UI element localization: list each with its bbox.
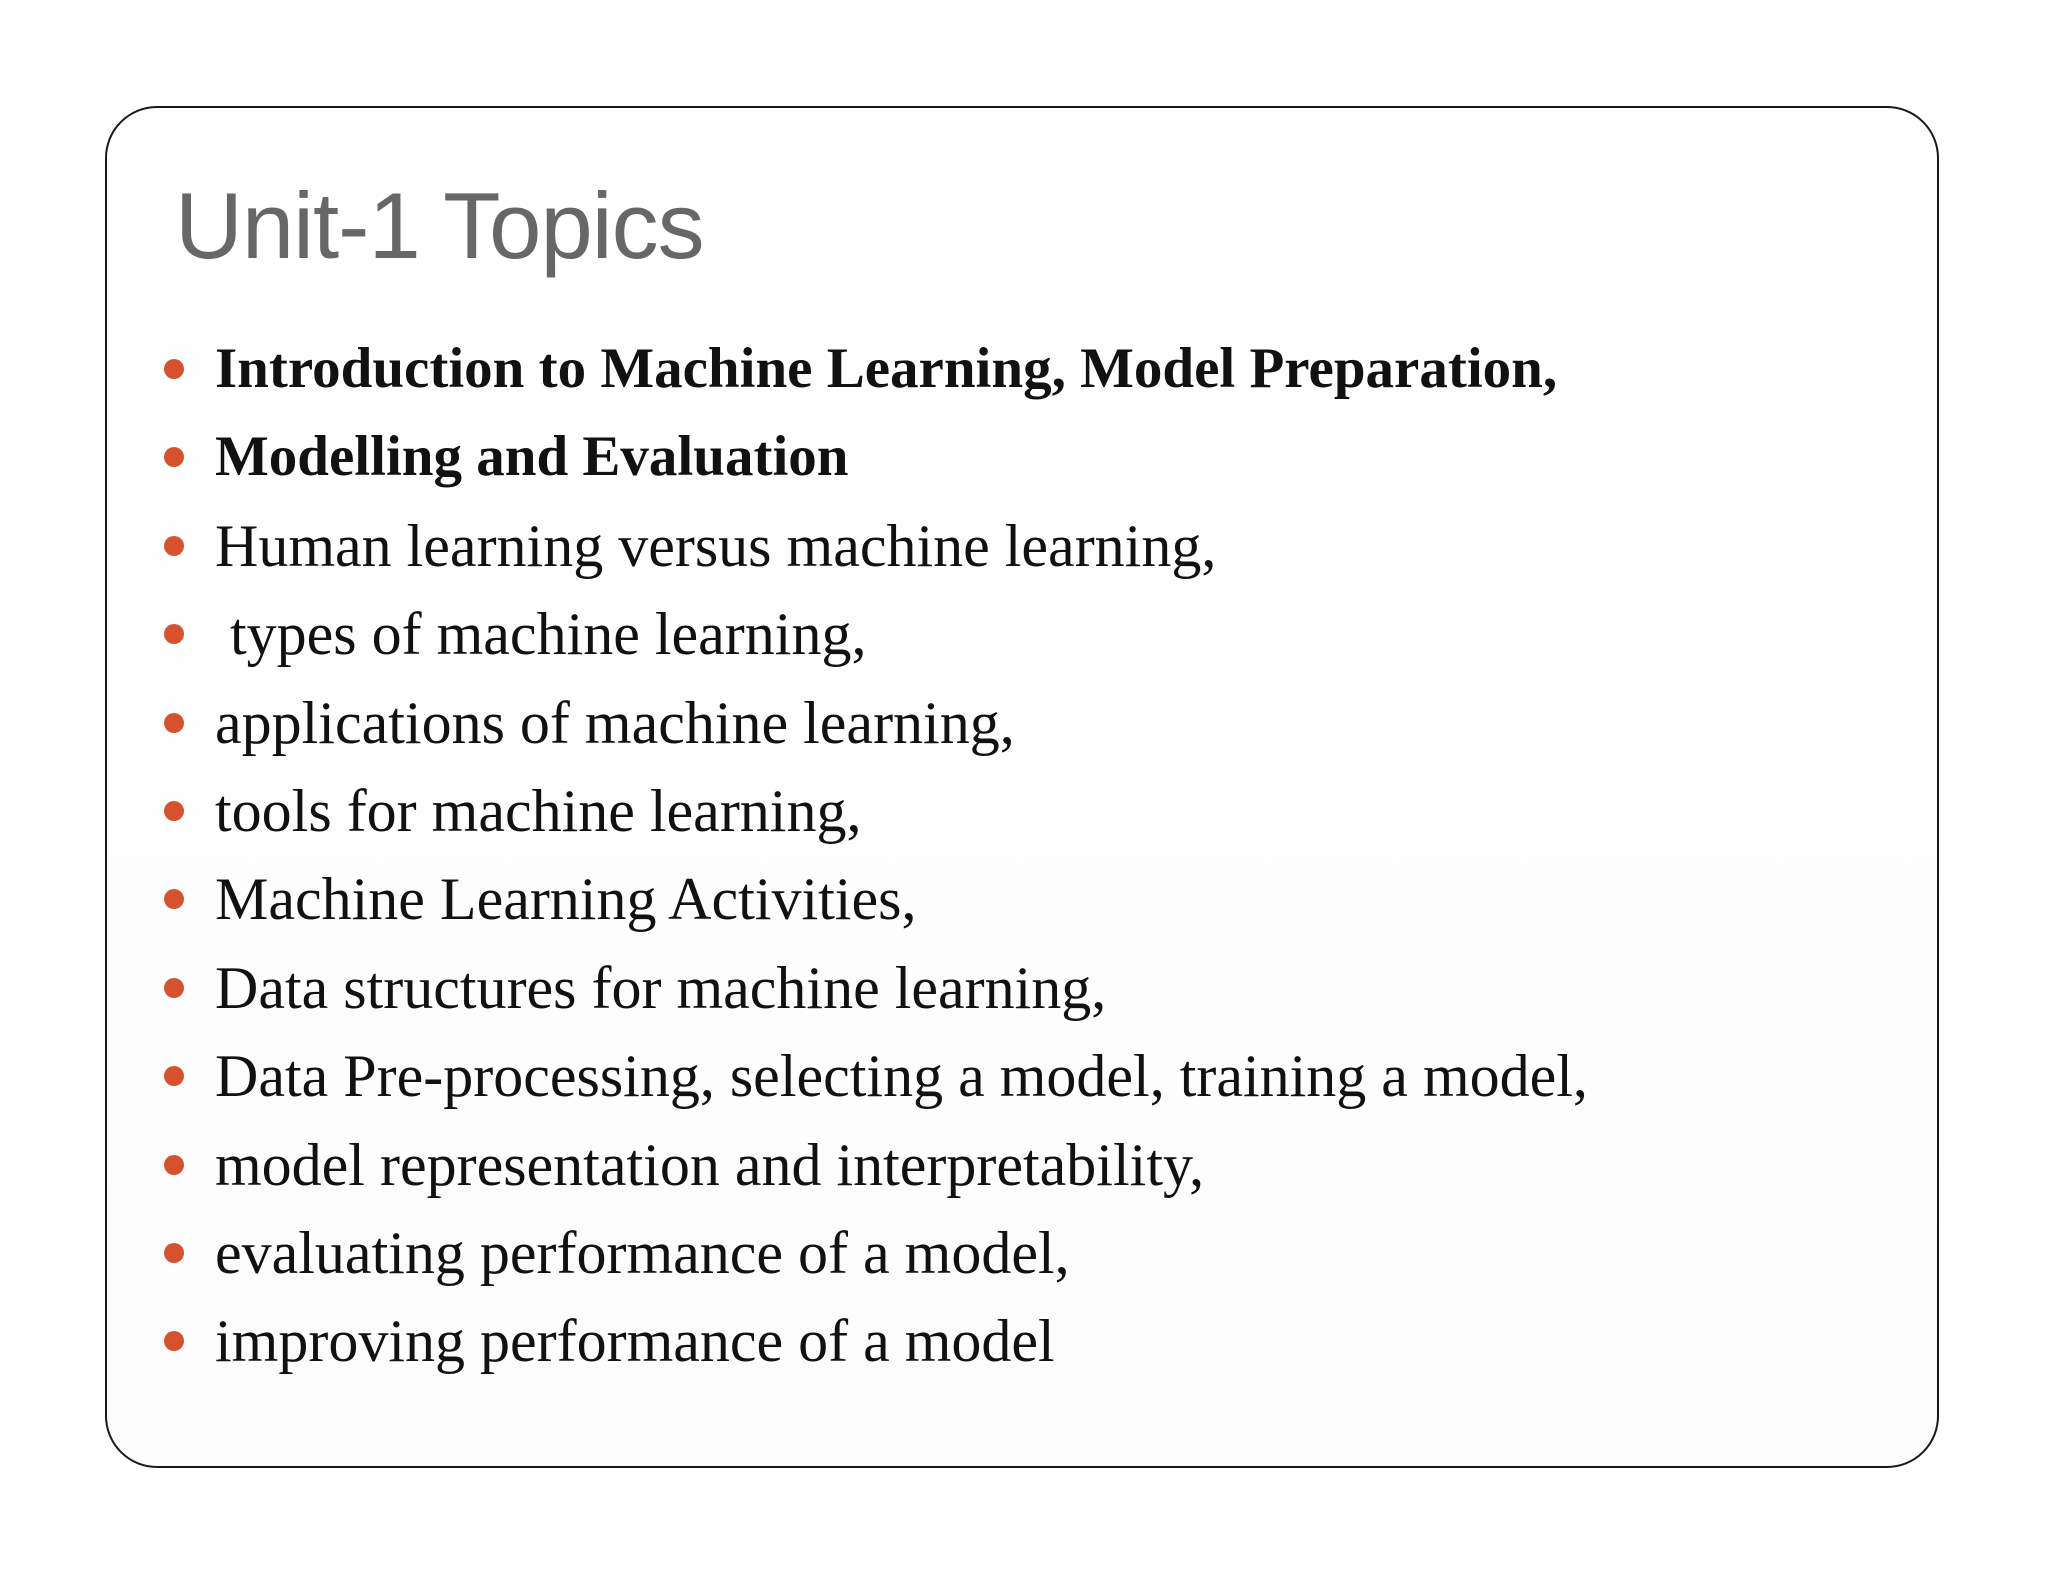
topic-text: applications of machine learning,	[215, 689, 1015, 756]
bullet-icon	[164, 624, 184, 644]
topic-text: Modelling and Evaluation	[215, 425, 849, 489]
topic-text: tools for machine learning,	[215, 777, 862, 844]
list-item	[160, 413, 1588, 501]
list-item	[160, 502, 1588, 590]
bullet-icon	[164, 1243, 184, 1263]
slide-title: Unit-1 Topics	[175, 173, 704, 278]
list-item	[160, 944, 1588, 1032]
list-item	[160, 1297, 1588, 1385]
bullet-icon	[164, 889, 184, 909]
list-item	[160, 1121, 1588, 1209]
topic-list	[160, 325, 1588, 1386]
list-item	[160, 767, 1588, 855]
topic-text: Data Pre-processing, selecting a model, training a model,	[215, 1043, 1588, 1110]
bullet-icon	[164, 1155, 184, 1175]
list-item	[160, 855, 1588, 943]
list-item	[160, 590, 1588, 678]
list-item	[160, 1209, 1588, 1297]
bullet-icon	[164, 1066, 184, 1086]
bullet-icon	[164, 359, 184, 379]
bullet-icon	[164, 447, 184, 467]
bullet-icon	[164, 536, 184, 556]
bullet-icon	[164, 978, 184, 998]
list-item	[160, 679, 1588, 767]
bullet-icon	[164, 801, 184, 821]
list-item	[160, 325, 1588, 413]
topic-text: evaluating performance of a model,	[215, 1219, 1070, 1286]
list-item	[160, 1032, 1588, 1120]
topic-text: types of machine learning,	[215, 601, 867, 668]
bullet-icon	[164, 1331, 184, 1351]
topic-text: model representation and interpretability,	[215, 1131, 1205, 1198]
topic-text: Data structures for machine learning,	[215, 954, 1107, 1021]
topic-text: improving performance of a model	[215, 1308, 1055, 1375]
topic-text: Human learning versus machine learning,	[215, 512, 1217, 579]
topic-text: Machine Learning Activities,	[215, 866, 917, 933]
bullet-icon	[164, 713, 184, 733]
topic-text: Introduction to Machine Learning, Model Preparation,	[215, 337, 1558, 400]
